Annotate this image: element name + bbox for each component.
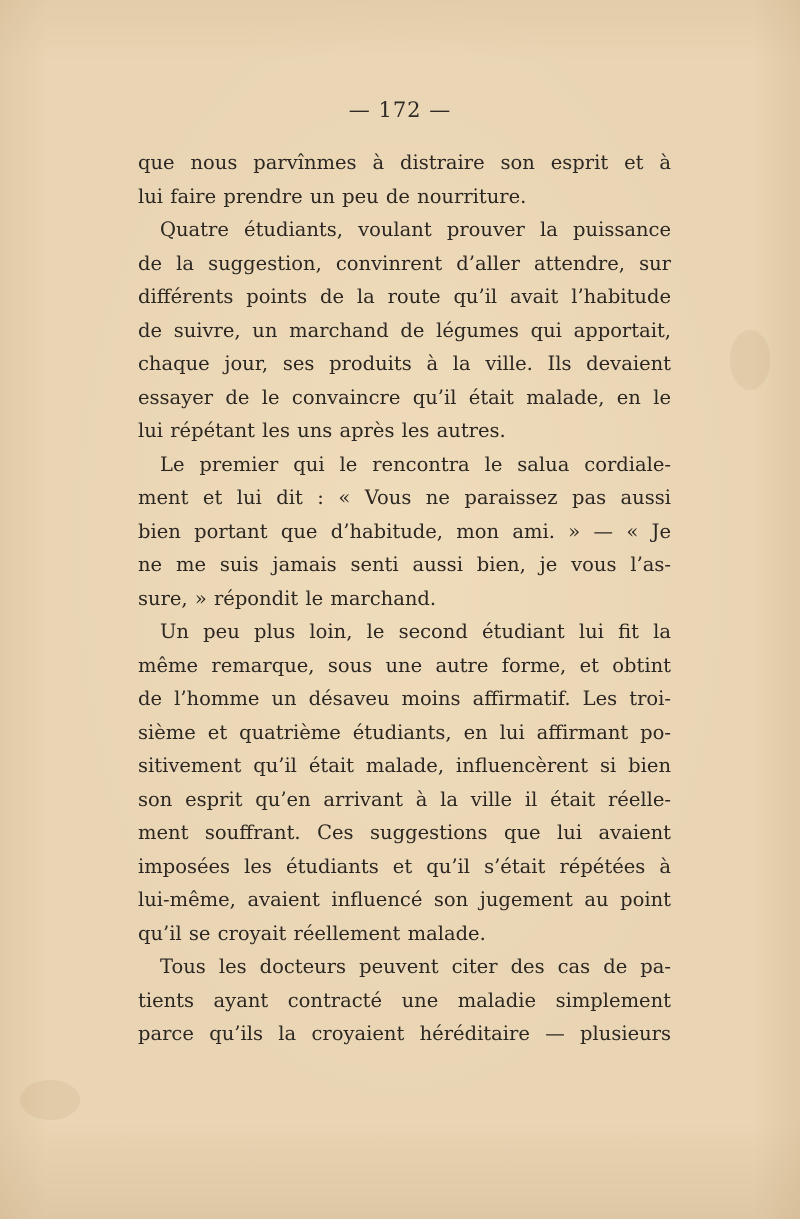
text-line: de suivre, un marchand de légumes qui apportait, xyxy=(138,318,671,342)
text-line: ne me suis jamais senti aussi bien, je vous l’as- xyxy=(138,553,671,576)
text-line: son esprit qu’en arrivant à la ville il était réelle- xyxy=(138,787,671,811)
text-line: lui faire prendre un peu de nourriture. xyxy=(138,184,527,208)
text-line: lui répétant les uns après les autres. xyxy=(138,419,506,442)
text-line: sième et quatrième étudiants, en lui affirmant po- xyxy=(138,720,671,744)
text-line: essayer de le convaincre qu’il était malade, en le xyxy=(138,385,671,409)
text-line: parce qu’ils la croyaient héréditaire — plusieurs xyxy=(138,1022,671,1045)
text-line: qu’il se croyait réellement malade. xyxy=(138,921,486,945)
text-line: lui-même, avaient influencé son jugement au point xyxy=(138,888,671,911)
text-line: chaque jour, ses produits à la ville. Ils devaient xyxy=(138,352,671,375)
text-line: bien portant que d’habitude, mon ami. » — « Je xyxy=(138,519,671,543)
text-line: ment souffrant. Ces suggestions que lui avaient xyxy=(138,821,671,844)
text-line: de la suggestion, convinrent d’aller attendre, sur xyxy=(138,251,671,275)
text-line: Tous les docteurs peuvent citer des cas de pa- xyxy=(160,955,671,978)
body-text xyxy=(138,146,671,1051)
text-line: tients ayant contracté une maladie simplement xyxy=(138,988,671,1012)
text-line: Un peu plus loin, le second étudiant lui fit la xyxy=(160,620,671,643)
text-line: de l’homme un désaveu moins affirmatif. Les troi- xyxy=(138,687,671,710)
page-number: — 172 — xyxy=(348,98,452,122)
text-line: ment et lui dit : « Vous ne paraissez pas aussi xyxy=(138,486,671,509)
text-line: Quatre étudiants, voulant prouver la puissance xyxy=(160,218,671,241)
text-line: différents points de la route qu’il avait l’habitude xyxy=(138,285,671,308)
text-line: imposées les étudiants et qu’il s’était répétées à xyxy=(138,854,671,878)
text-line: sitivement qu’il était malade, influencèrent si bien xyxy=(138,754,671,777)
text-line: sure, » répondit le marchand. xyxy=(138,586,437,610)
paper-stain xyxy=(730,330,770,390)
text-line: Le premier qui le rencontra le salua cordiale- xyxy=(160,452,671,476)
text-line: même remarque, sous une autre forme, et obtint xyxy=(138,653,671,677)
paper-stain xyxy=(20,1080,80,1120)
text-line: que nous parvînmes à distraire son esprit et à xyxy=(138,151,671,174)
